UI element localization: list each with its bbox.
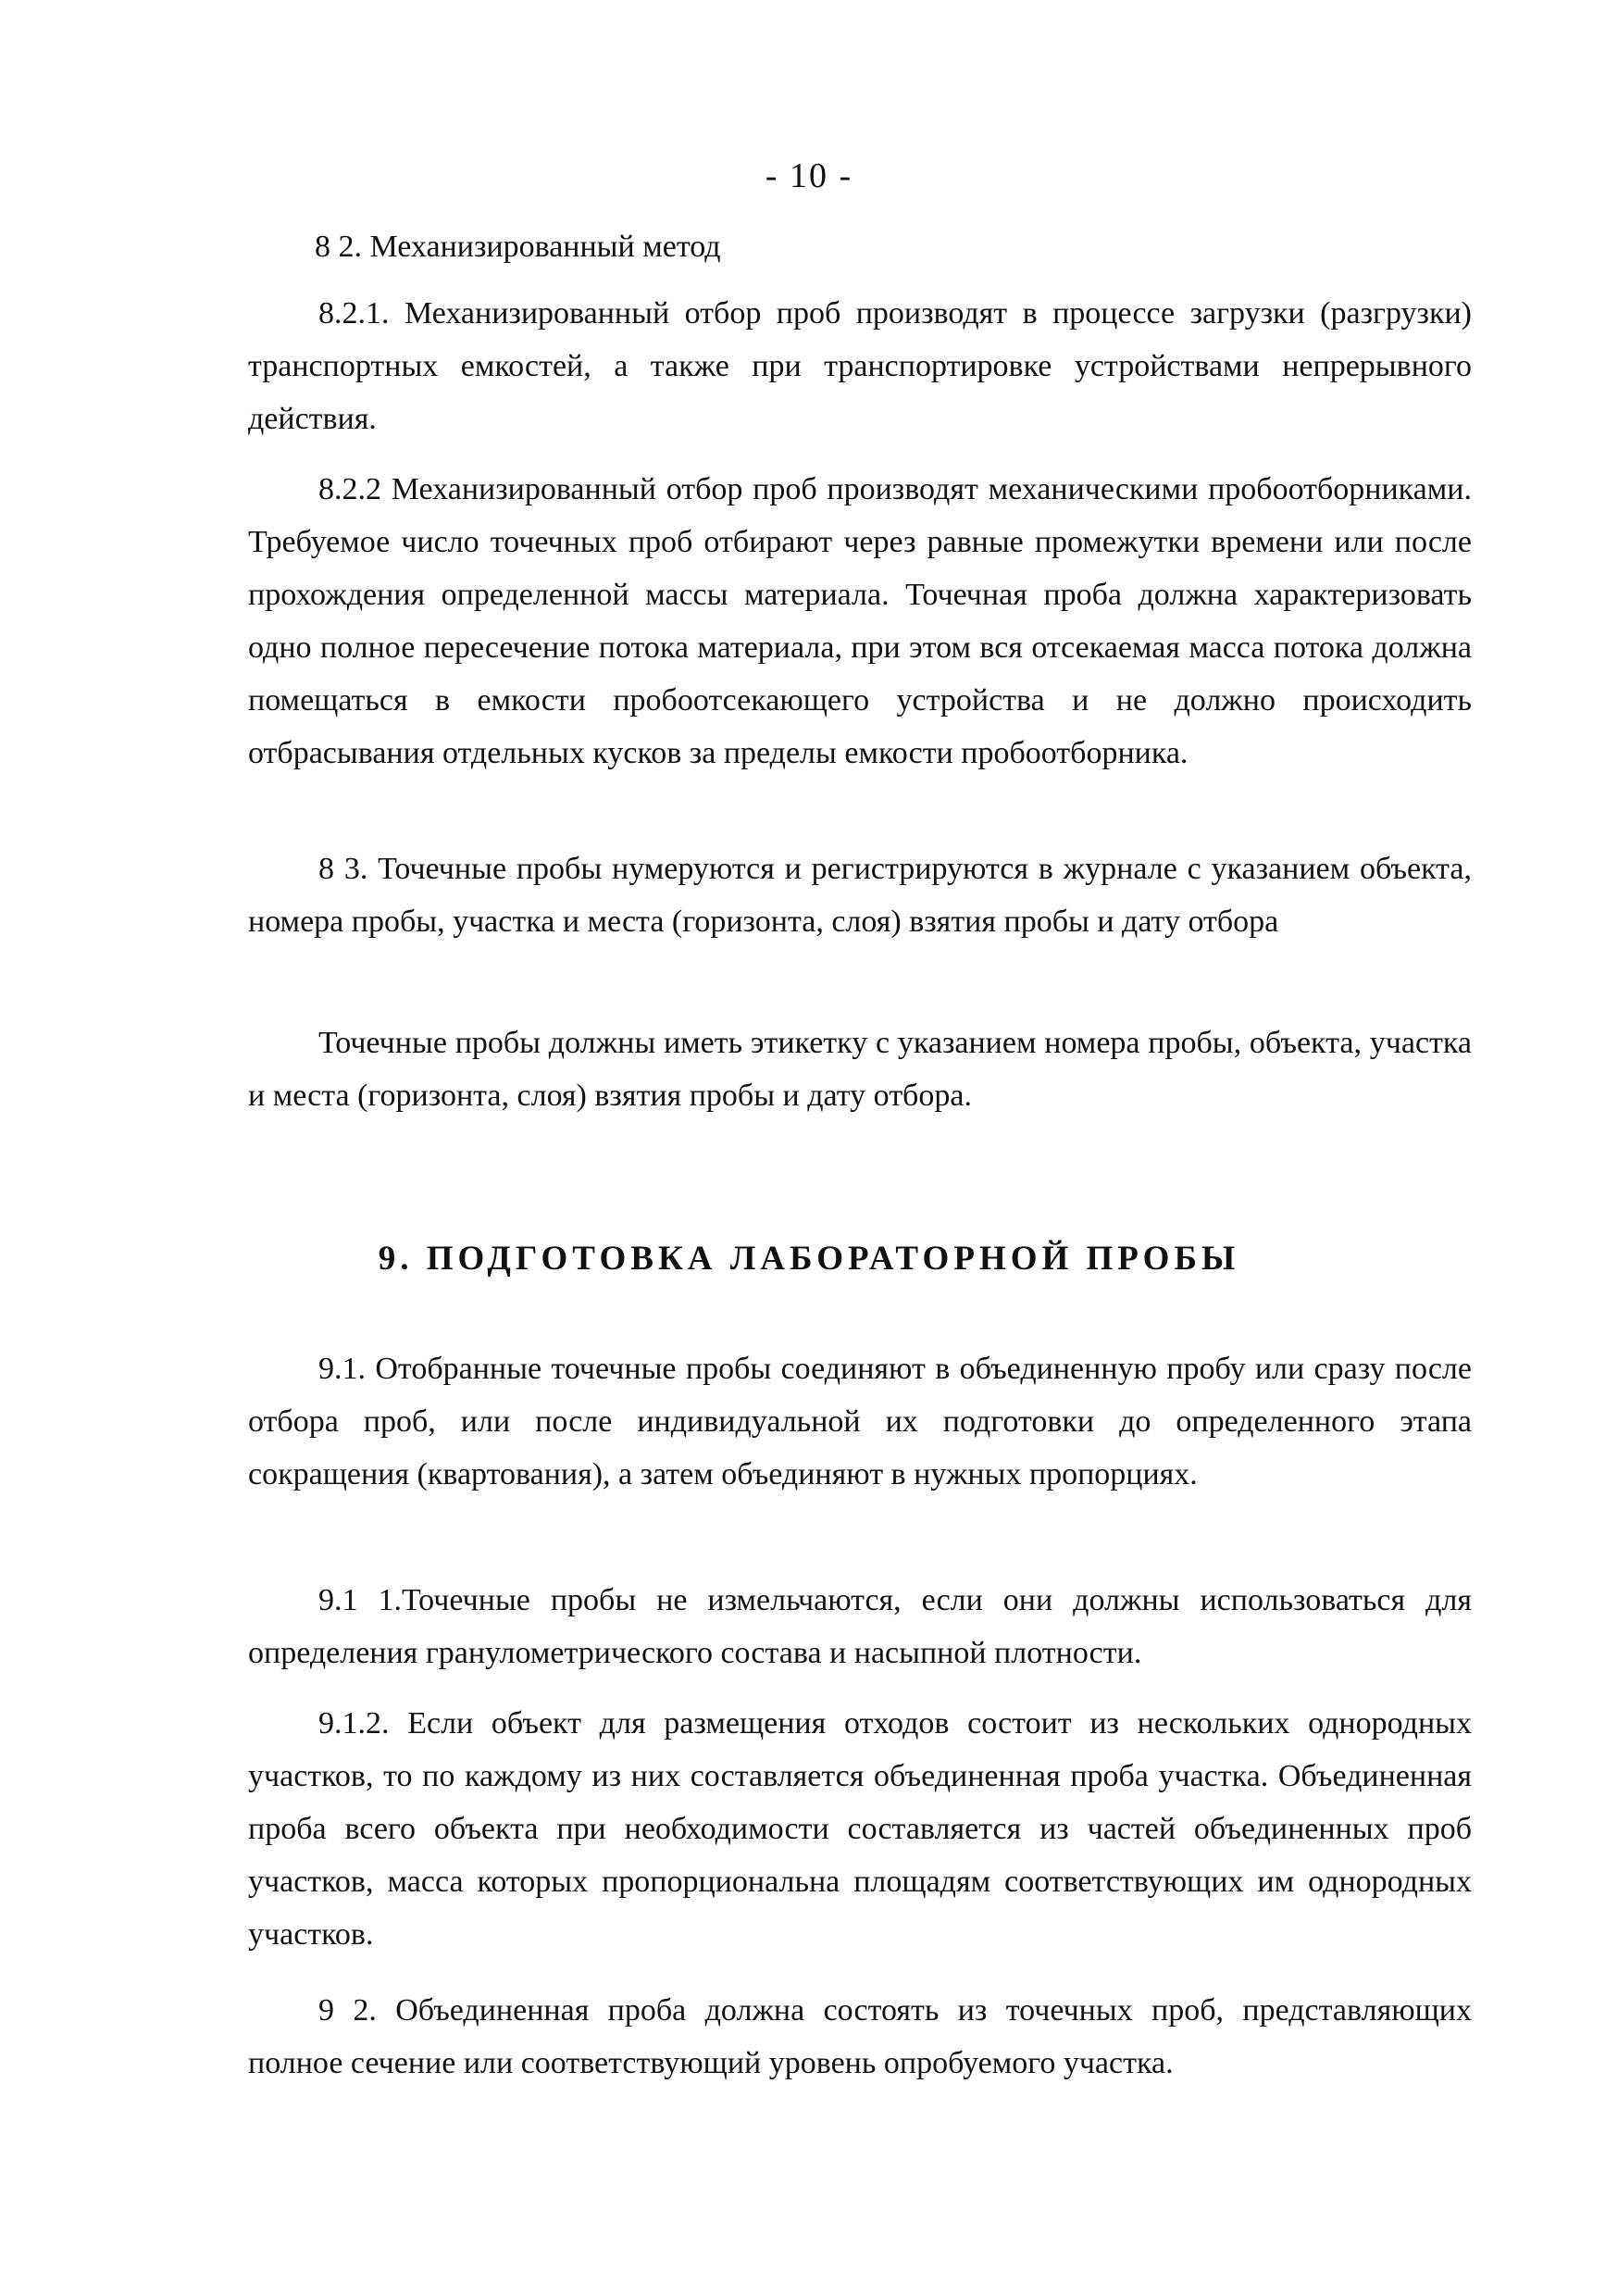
page-number: - 10 - (765, 156, 853, 195)
paragraph-9-1 (248, 1342, 1472, 1501)
paragraph-9-1-text: 9.1. Отобранные точечные пробы соединяют в объединенную пробу или сразу после отбора проб, или после индивидуальной их подготовки до определенного этапа сокращения (квартования), а затем объединяют в нужных пропорциях. (248, 1352, 1472, 1491)
paragraph-9-1-1-text: 9.1 1.Точечные пробы не измельчаются, если они должны использоваться для определения гранулометрического состава и насыпной плотности. (248, 1583, 1472, 1670)
paragraph-8-2-1-text: 8.2.1. Механизированный отбор проб производят в процессе загрузки (разгрузки) транспортных емкостей, а также при транспортировке устройствами непрерывного действия. (248, 296, 1472, 436)
paragraph-9-1-2-text: 9.1.2. Если объект для размещения отходов состоит из нескольких однородных участков, то по каждому из них составляется объединенная проба участка. Объединенная проба всего объекта при необходимости составляется из частей объединенных проб участков, масса которых пропорциональна площадям соответствующих им однородных участков. (248, 1706, 1472, 1952)
paragraph-9-1-2 (248, 1697, 1472, 1961)
subheading-8-2: 8 2. Механизированный метод (315, 230, 721, 264)
paragraph-8-2-1 (248, 287, 1472, 445)
paragraph-9-2 (248, 1984, 1472, 2090)
paragraph-8-2-2-text: 8.2.2 Механизированный отбор проб производят механическими пробоотборниками. Требуемое число точечных проб отбирают через равные промежутки времени или после прохождения определенной массы материала. Точечная проба должна характеризовать одно полное пересечение потока материала, при этом вся отсекаемая масса потока должна помещаться в емкости пробоотсекающего устройства и не должно происходить отбрасывания отдельных кусков за пределы емкости пробоотборника. (248, 472, 1472, 770)
paragraph-9-2-text: 9 2. Объединенная проба должна состоять из точечных проб, представляющих полное сечение или соответствующий уровень опробуемого участка. (248, 1993, 1472, 2080)
paragraph-8-3-label (248, 1017, 1472, 1122)
paragraph-8-3-text: 8 3. Точечные пробы нумеруются и регистрируются в журнале с указанием объекта, номера пробы, участка и места (горизонта, слоя) взятия пробы и дату отбора (248, 852, 1472, 939)
paragraph-8-2-2 (248, 463, 1472, 780)
section-title-9: 9. ПОДГОТОВКА ЛАБОРАТОРНОЙ ПРОБЫ (378, 1240, 1240, 1278)
paragraph-8-3 (248, 842, 1472, 948)
paragraph-8-3-label-text: Точечные пробы должны иметь этикетку с указанием номера пробы, объекта, участка и места (горизонта, слоя) взятия пробы и дату отбора. (248, 1026, 1472, 1113)
paragraph-9-1-1 (248, 1574, 1472, 1679)
